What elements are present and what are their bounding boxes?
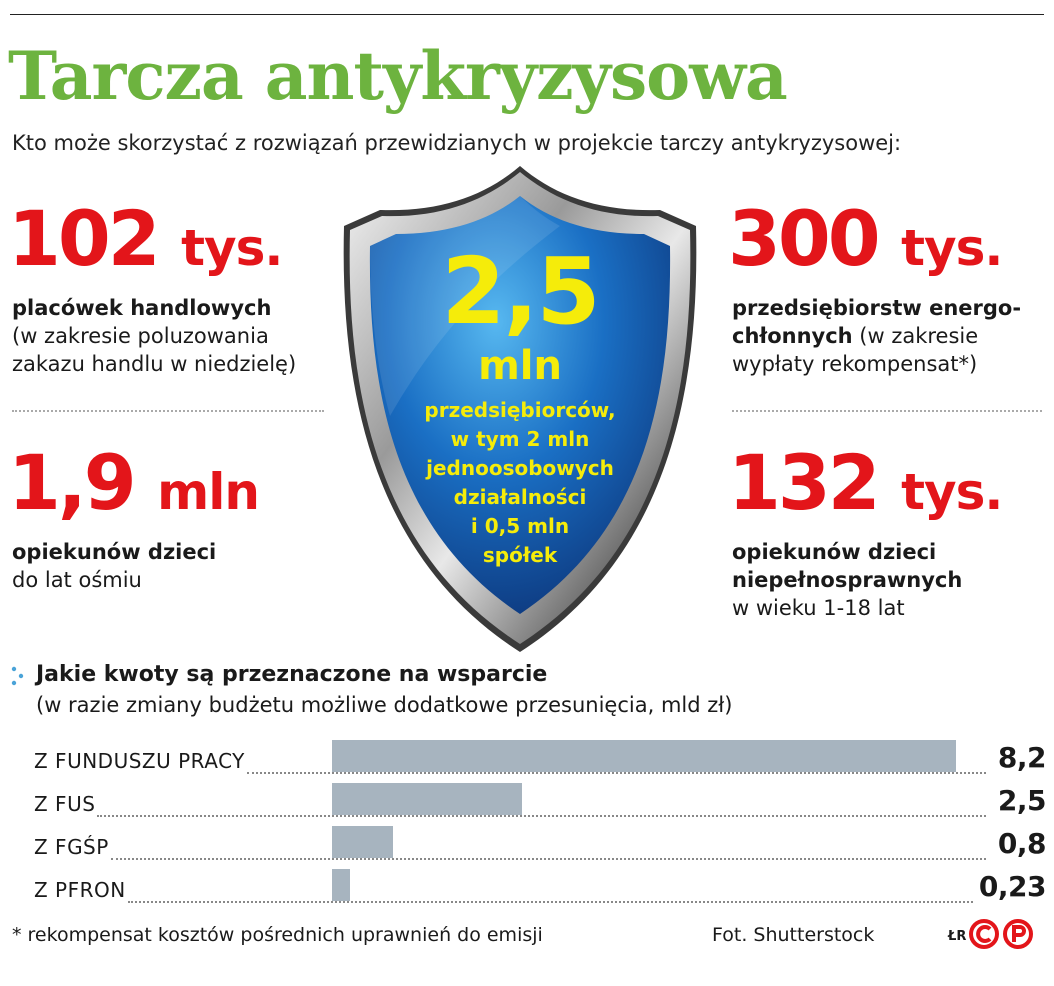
stat-top-left-bold: placówek handlowych (12, 296, 272, 320)
shield-value: 2,5 (441, 238, 599, 345)
bar-leader-dots (247, 772, 986, 774)
stat-top-right-rest-2: (w zakresie (852, 324, 979, 348)
top-rule (10, 14, 1044, 15)
divider-left (12, 410, 324, 412)
bar-leader-dots (128, 901, 973, 903)
divider-right (732, 410, 1042, 412)
bar-label: Z FUS (34, 792, 96, 816)
stat-top-left-value: 102 (8, 194, 158, 283)
stat-top-right-value: 300 (728, 194, 878, 283)
stat-bottom-right-rest: w wieku 1-18 lat (732, 596, 905, 620)
bar-label: Z FUNDUSZU PRACY (34, 749, 245, 773)
bar-value-label: 2,5 (997, 784, 1046, 817)
shield-line: działalności (453, 485, 587, 509)
bar-value-label: 0,8 (997, 827, 1046, 860)
stat-bottom-left-value: 1,9 (8, 438, 134, 527)
bar-label: Z FGŚP (34, 835, 109, 859)
shield-line: jednoosobowych (426, 456, 614, 480)
stat-bottom-left-number (8, 440, 259, 535)
shield (340, 166, 700, 652)
stat-bottom-right-bold-2: niepełnosprawnych (732, 568, 963, 592)
stat-bottom-right-description (732, 538, 1048, 622)
bar (332, 826, 393, 858)
stat-top-left-unit: tys. (181, 219, 283, 277)
page-subtitle: Kto może skorzystać z rozwiązań przewidzianych w projekcie tarczy antykryzysowej: (12, 131, 902, 155)
bar (332, 740, 956, 772)
section-bullet-icon (10, 665, 26, 687)
stat-bottom-left-description (12, 538, 332, 594)
stat-top-right-rest-3: wypłaty rekompensat*) (732, 352, 978, 376)
stat-bottom-left-unit: mln (157, 463, 259, 521)
stat-top-left-rest: (w zakresie poluzowania zakazu handlu w niedzielę) (12, 324, 297, 376)
bar (332, 783, 522, 815)
stat-bottom-right-bold-1: opiekunów dzieci (732, 540, 937, 564)
page-title: Tarcza antykryzysowa (8, 37, 787, 115)
stat-top-left-description (12, 294, 332, 378)
shield-unit: mln (478, 343, 562, 389)
chart-subheading: (w razie zmiany budżetu możliwe dodatkowe przesunięcia, mld zł) (36, 693, 733, 717)
stat-bottom-left-rest: do lat ośmiu (12, 568, 142, 592)
stat-top-right-bold-2: chłonnych (732, 324, 853, 348)
bar-value-label: 8,2 (997, 741, 1046, 774)
bar-chart (0, 730, 1054, 910)
stat-top-right-description (732, 294, 1048, 378)
stat-top-right-unit: tys. (901, 219, 1003, 277)
shield-line: przedsiębiorców, (424, 398, 616, 422)
bar-leader-dots (111, 858, 986, 860)
shield-caption (340, 396, 700, 570)
chart-heading: Jakie kwoty są przeznaczone na wsparcie (36, 662, 548, 687)
shield-line: i 0,5 mln (470, 514, 570, 538)
stat-bottom-right-number (728, 440, 1002, 535)
bar (332, 869, 350, 901)
stat-top-left-number (8, 196, 282, 291)
cp-logo-icon (968, 918, 1044, 950)
author-initials: ŁR (948, 929, 967, 944)
stat-top-right-number (728, 196, 1002, 291)
footnote: * rekompensat kosztów pośrednich uprawnień do emisji (12, 924, 543, 946)
bar-label: Z PFRON (34, 878, 126, 902)
bar-leader-dots (97, 815, 986, 817)
photo-credit: Fot. Shutterstock (712, 924, 875, 946)
shield-line: spółek (482, 543, 558, 567)
shield-line: w tym 2 mln (450, 427, 590, 451)
stat-bottom-left-bold: opiekunów dzieci (12, 540, 217, 564)
stat-bottom-right-unit: tys. (901, 463, 1003, 521)
bar-value-label: 0,23 (978, 870, 1046, 903)
stat-bottom-right-value: 132 (728, 438, 878, 527)
stat-top-right-bold-1: przedsiębiorstw energo- (732, 296, 1022, 320)
